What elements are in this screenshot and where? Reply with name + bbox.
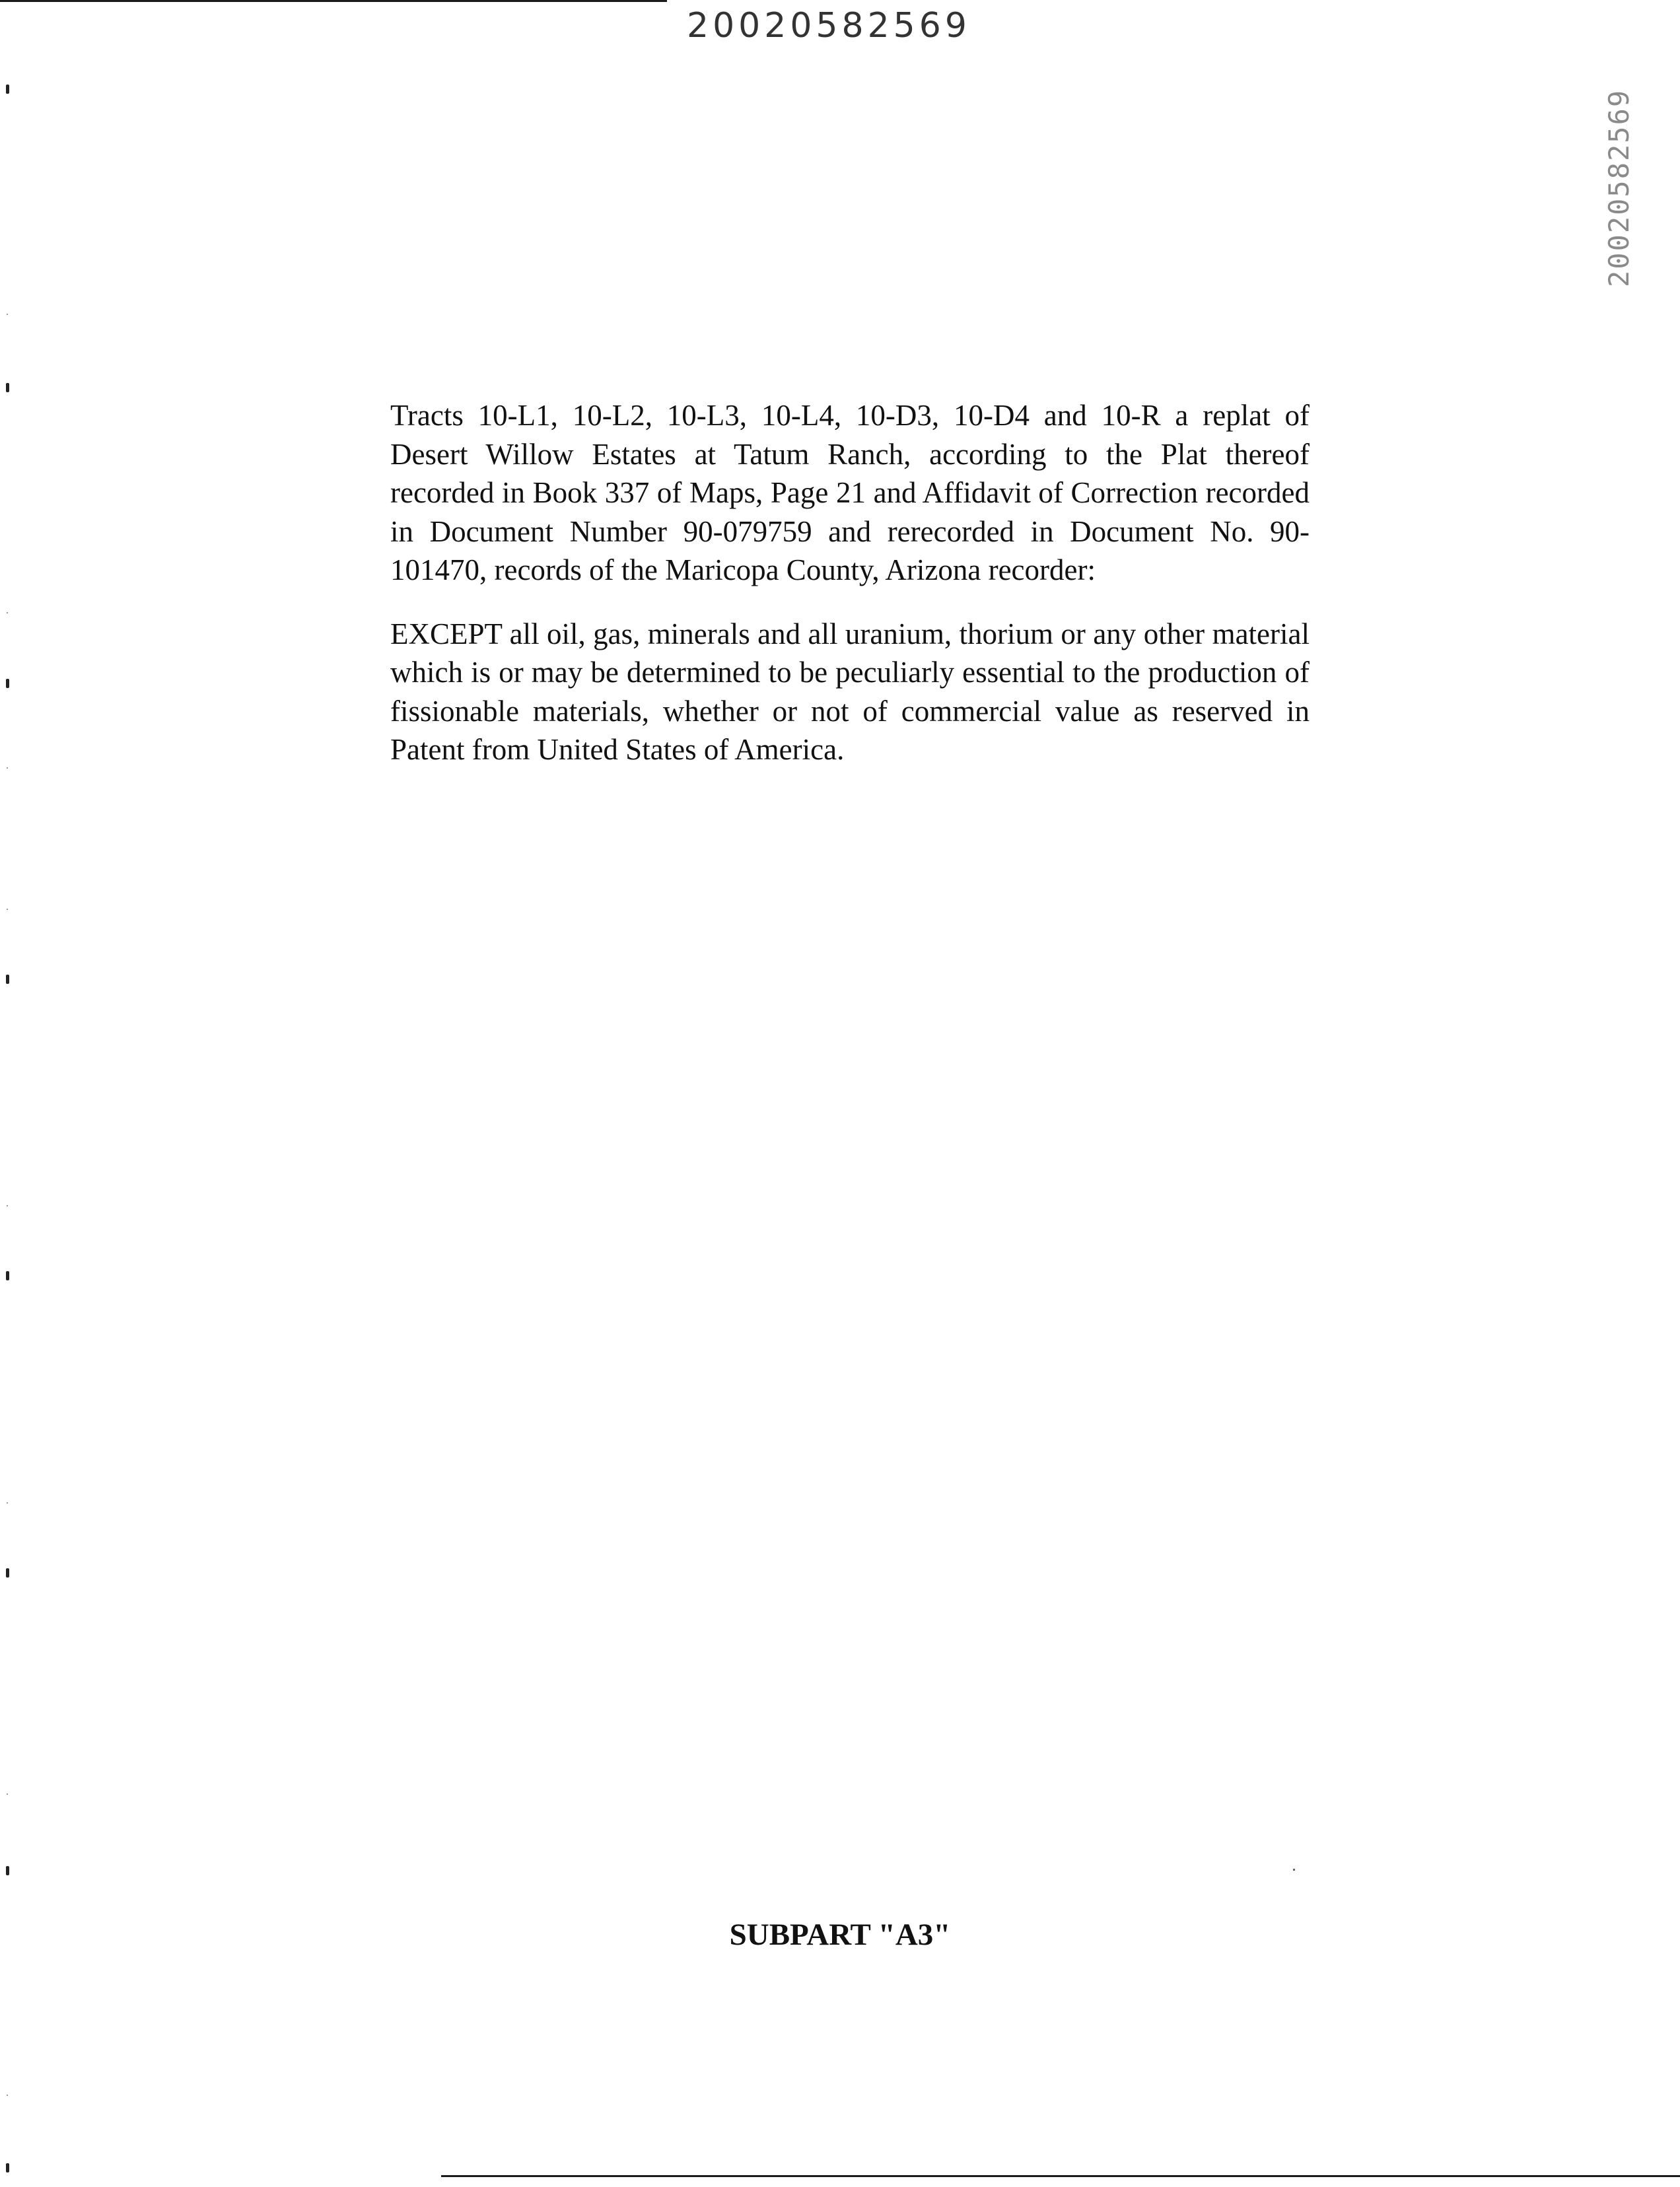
punch-hole-mark <box>6 1271 9 1280</box>
bottom-border-rule <box>441 2175 1680 2177</box>
scan-dot <box>7 1205 8 1206</box>
punch-hole-mark <box>6 1866 9 1875</box>
scan-dot <box>7 314 8 315</box>
top-border-rule <box>0 0 667 2</box>
punch-hole-mark <box>6 1568 9 1578</box>
side-stamp-document-number: 20020582569 <box>1603 88 1635 287</box>
punch-hole-mark <box>6 679 9 688</box>
scan-dot <box>7 1793 8 1795</box>
punch-hole-mark <box>6 2163 9 2172</box>
mineral-exception-paragraph: EXCEPT all oil, gas, minerals and all uranium, thorium or any other material which is or may be determined to be peculiarly essential to the production of fissionable materials, whether or not of commercial value as reserved in Patent from United States of America. <box>390 617 1310 766</box>
legal-description <box>390 396 1310 769</box>
legal-description-paragraph: Tracts 10-L1, 10-L2, 10-L3, 10-L4, 10-D3, 10-D4 and 10-R a replat of Desert Willow Estates at Tatum Ranch, according to the Plat thereof recorded in Book 337 of Maps, Page 21 and Affidavit of Correction recorded in Document Number 90-079759 and rerecorded in Document No. 90-101470, records of the Maricopa County, Arizona recorder: <box>390 399 1310 586</box>
scan-dot <box>7 612 8 613</box>
scan-dot <box>7 909 8 910</box>
punch-hole-mark <box>6 85 9 94</box>
punch-hole-mark <box>6 383 9 392</box>
scan-dot <box>7 767 8 769</box>
scan-dot <box>7 2095 8 2096</box>
scan-dot <box>7 1502 8 1504</box>
document-number: 20020582569 <box>687 6 971 46</box>
punch-hole-mark <box>6 975 9 984</box>
scan-speck <box>1293 1869 1295 1871</box>
subpart-heading: SUBPART "A3" <box>729 1918 951 1952</box>
